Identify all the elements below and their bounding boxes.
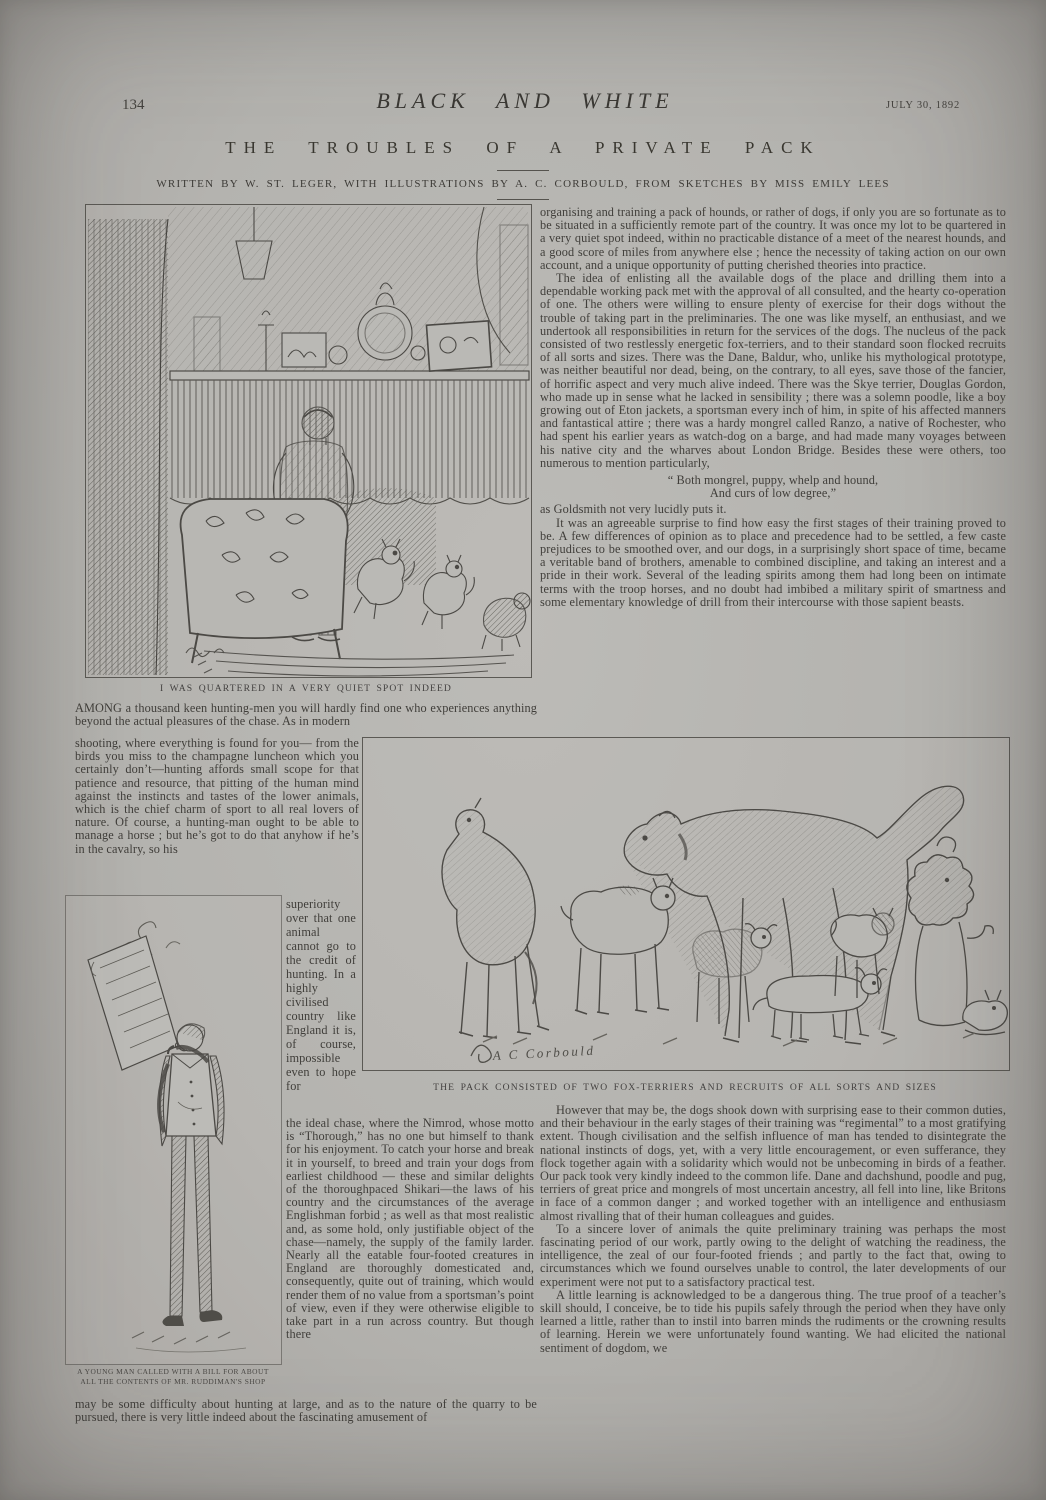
- article-byline: WRITTEN BY W. ST. LEGER, WITH ILLUSTRATIONS BY A. C. CORBOULD, FROM SKETCHES BY MISS EMILY LEES: [156, 178, 890, 190]
- greyhound: [442, 798, 549, 1038]
- right-paragraph-5: However that may be, the dogs shook down with surprising ease to their common duties, and their behaviour in the early stages of their training was “regimental” to a most gratifying extent. Though civilisation and the selfish influence of man has tended to disintegrate the national instincts of dogs, yet, with a very little encouragement, or even sufferance, they flock together again with a solidarity which would not be unbecoming in birds of a feather. Our pack took very kindly indeed to the common life. Dane and dachshund, poodle and pug, terriers of great price and mongrels of most uncertain ancestry, all fell into line, like Britons in face of a common danger ; and worked together with an intelligence and enthusiasm almost rivalling that of their human colleagues and guides.: [540, 1103, 1006, 1223]
- verse-quote: [540, 474, 1006, 500]
- right-column-lower: [540, 1104, 1006, 1355]
- title-divider: [497, 170, 549, 171]
- man-torso: [159, 1046, 224, 1146]
- young-man-illustration: [65, 895, 282, 1365]
- right-paragraph-4: It was an agreeable surprise to find how easy the first stages of their training proved to be. A few differences of opinion as to place and precedence had to be settled, a few caste prejudices to be smoothed over, and our dogs, in a surprisingly short space of time, became a veritable band of brothers, amenable to combined discipline, and taking an interest and a pride in their work. Several of the leading spirits among them had long been on intimate terms with the troop horses, and no doubt had imbibed a military spirit of smartness and some elementary knowledge of drill from their intercourse with those sapient beasts.: [540, 515, 1006, 609]
- article-title: THE TROUBLES OF A PRIVATE PACK: [225, 138, 821, 157]
- bill-paper: [88, 936, 178, 1070]
- fox-terrier: [561, 878, 675, 1014]
- page-number: 134: [122, 97, 145, 113]
- right-column-upper: [540, 206, 1006, 609]
- left-bottom-paragraph: may be some difficulty about hunting at large, and as to the nature of the quarry to be pursued, there is very little indeed about the fascinating amusement of: [75, 1397, 537, 1425]
- pack-sketch: [363, 738, 1009, 1070]
- pack-caption: THE PACK CONSISTED OF TWO FOX-TERRIERS AND RECRUITS OF ALL SORTS AND SIZES: [433, 1082, 937, 1093]
- left-narrow-paragraph: superiority over that one animal cannot go to the credit of hunting. In a highly civilised country like England it is, of course, impossible even to hope for: [286, 897, 356, 1093]
- young-man-caption: [62, 1367, 284, 1386]
- pack-signature: A C Corbould: [492, 1042, 596, 1063]
- young-man-caption-line2: ALL THE CONTENTS OF MR. RUDDIMAN'S SHOP: [80, 1376, 266, 1386]
- right-paragraph-1: organising and training a pack of hounds, or rather of dogs, if only you are so fortunate as to be situated in a sufficiently remote part of the country. It was once my lot to be quartered in a very quiet spot indeed, within no practicable distance of a meet of the nearest hounds, and a good score of miles from anywhere else ; hence the necessity of taking action on our own account, and a unique opportunity of putting cherished theories into practice.: [540, 205, 1006, 272]
- left-paragraph-beside-pack: shooting, where everything is found for you— from the birds you miss to the champagne luncheon which you certainly don’t—hunting affords small scope for that patience and resource, that pitting of the human mind against the instincts and tastes of the lower animals, which is the chief charm of sport to all real lovers of nature. Of course, a hunting-man ought to be able to manage a horse ; but he’s got to do that anyhow if he’s in the cavalry, so his: [75, 736, 359, 856]
- fireplace-caption: I WAS QUARTERED IN A VERY QUIET SPOT INDEED: [160, 683, 452, 694]
- right-paragraph-3: as Goldsmith not very lucidly puts it.: [540, 502, 727, 517]
- small-dog-lying: [963, 990, 1007, 1035]
- right-paragraph-6: To a sincere lover of animals the quite preliminary training was perhaps the most fascinating period of our work, partly owing to the delight of watching the readiness, the intelligence, the zeal of our four-footed friends ; and partly to the fact that, owing to circumstances which we found ourselves unable to control, the later developments of our experiment were not put to a satisfactory practical test.: [540, 1221, 1006, 1289]
- issue-date: JULY 30, 1892: [886, 100, 960, 111]
- fireplace-scene: [88, 207, 530, 676]
- young-man-sketch: [66, 896, 281, 1364]
- pack-illustration: [362, 737, 1010, 1071]
- dog-pack-scene: [442, 786, 1007, 1063]
- right-paragraph-2: The idea of enlisting all the available dogs of the place and drilling them into a dependable working pack met with the approval of all consulted, and the hearty co-operation of one. The others were willing to ensure plenty of exercise for their dogs without the trouble of taking part in the preliminaries. The one was like myself, an enthusiast, and we undertook all responsibilities in return for the services of the dogs. The nucleus of the pack consisted of two restlessly energetic fox-terriers, and to their standard soon flocked recruits of all sorts and sizes. There was the Dane, Baldur, who, unlike his mythological prototype, was neither beautiful nor dead, being, on the contrary, to all eyes, save those of the fancier, of horrific aspect and very much alive indeed. There was the Skye terrier, Douglas Gordon, who made up in sense what he lacked in sensibility ; there was a solemn poodle, like a boy growing out of Eton jackets, a sportsman every inch of him, in spite of his affected manners and fantastical attire ; there was a hardy mongrel called Ranzo, a native of Rochester, who had spent his earlier years as watch-dog on a barge, and had made many voyages between his native city and the wharves about London Bridge. Besides these were others, too numerous to mention particularly,: [540, 271, 1006, 470]
- fireplace-illustration: [85, 204, 532, 678]
- masthead: BLACK AND WHITE: [376, 88, 674, 113]
- man-legs: [162, 1136, 222, 1326]
- poodle: [907, 837, 994, 1026]
- left-intro-paragraph: AMONG a thousand keen hunting-men you will hardly find one who experiences anything beyond the actual pleasures of the chase. As in modern: [75, 701, 537, 729]
- right-paragraph-7: A little learning is acknowledged to be a dangerous thing. The true proof of a teacher’s skill should, I conceive, be to tide his pupils safely through the period when they have only learned a little, rather than to instil into barren minds the rudiments or the crowning results of learning. Herein we were unfortunately found wanting. We had elicited the national sentiment of dogdom, we: [540, 1287, 1006, 1355]
- left-mid-paragraph: the ideal chase, where the Nimrod, whose motto is “Thorough,” has no one but himself to thank for his enjoyment. To catch your horse and break it in yourself, to breed and train your dogs from earliest childhood — these and similar delights of the thoroughpaced Shikari—the laws of his country and the circumstances of the average Englishman forbid ; as well as that most realistic and, as some hold, only justifiable object of the chase—namely, the supply of the family larder. Nearly all the eatable four-footed creatures in England are thoroughly domesticated and, consequently, quite out of training, which would render them of no value from a sportsman’s point of view, even if they were otherwise eligible to take part in a run across country. But though there: [286, 1116, 534, 1342]
- fireplace-sketch: [86, 205, 531, 677]
- young-man-scene: [88, 922, 246, 1352]
- verse-quote-line1: “ Both mongrel, puppy, whelp and hound,: [667, 473, 879, 488]
- byline-divider: [497, 199, 549, 200]
- spaniel: [693, 924, 777, 1024]
- young-man-caption-line1: A YOUNG MAN CALLED WITH A BILL FOR ABOUT: [77, 1367, 269, 1376]
- verse-quote-line2: And curs of low degree,”: [709, 486, 837, 501]
